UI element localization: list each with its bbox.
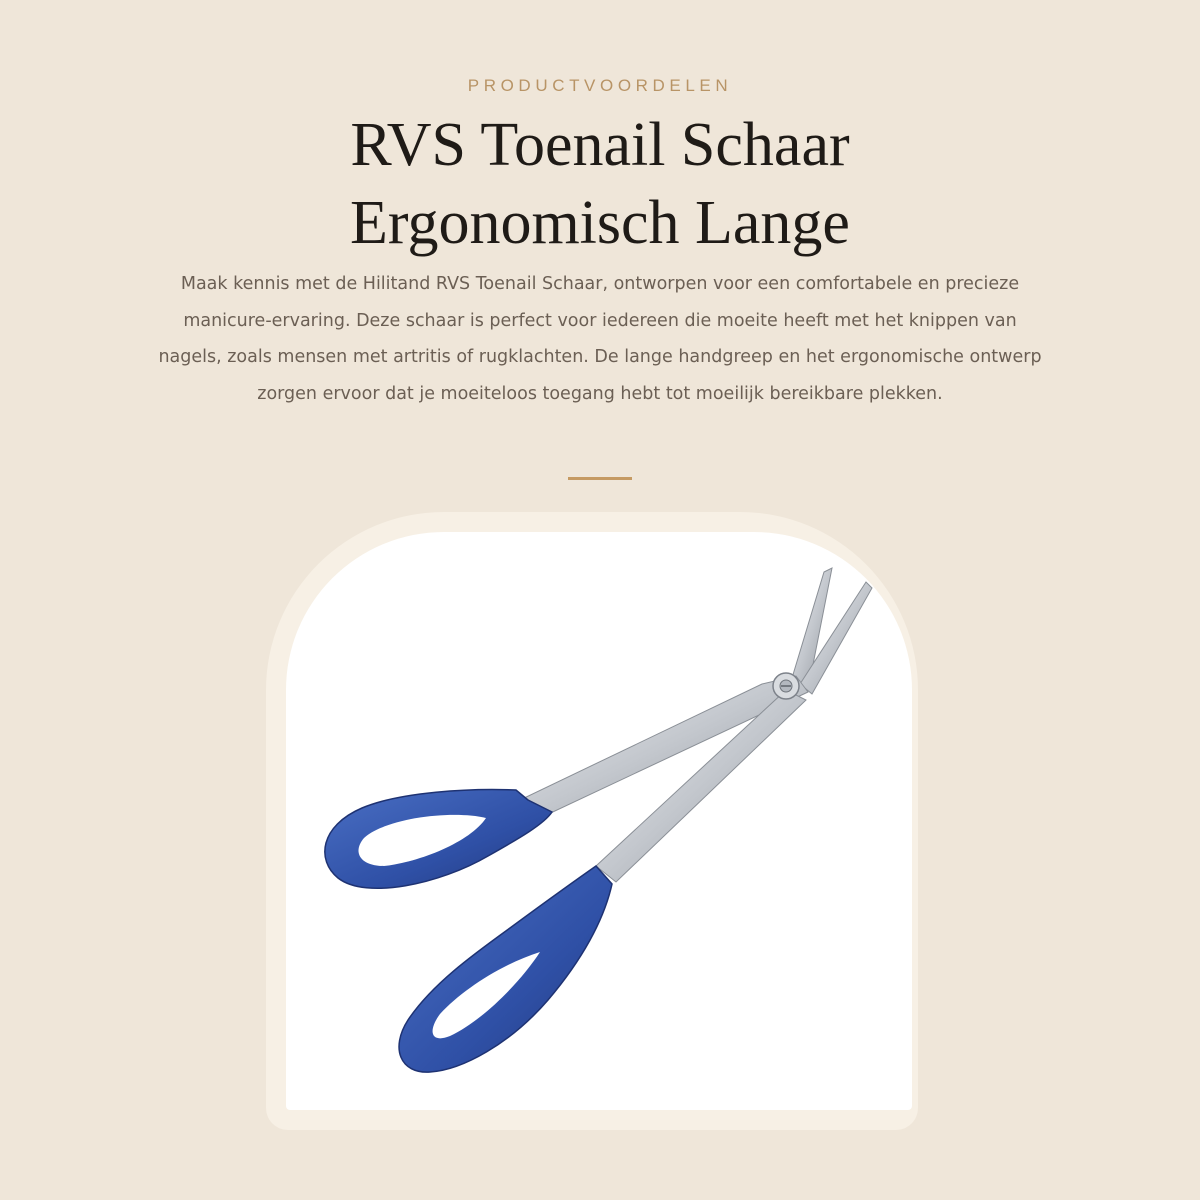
product-description: Maak kennis met de Hilitand RVS Toenail Schaar, ontworpen voor een comfortabele en precieze manicure-ervaring. Deze schaar is perfect voor iedereen die moeite heeft met het knippen van nagels, zoals mensen met artritis of rugklachten. De lange handgreep en het ergonomische ontwerp zorgen ervoor dat je moeiteloos toegang hebt tot moeilijk bereikbare plekken. bbox=[158, 274, 1042, 404]
eyebrow-label: PRODUCTVOORDELEN bbox=[467, 76, 733, 95]
scissors-image bbox=[286, 532, 912, 1110]
lower-handle bbox=[399, 866, 612, 1072]
page-title bbox=[0, 106, 1200, 262]
section-divider bbox=[568, 477, 632, 480]
title-line-2: Ergonomisch Lange bbox=[350, 189, 850, 257]
upper-handle bbox=[325, 790, 552, 889]
product-image-panel bbox=[286, 532, 912, 1110]
pivot-screw bbox=[773, 673, 799, 699]
upper-shank bbox=[520, 676, 808, 818]
title-line-1: RVS Toenail Schaar bbox=[350, 111, 850, 179]
scissors-blades bbox=[792, 568, 872, 694]
